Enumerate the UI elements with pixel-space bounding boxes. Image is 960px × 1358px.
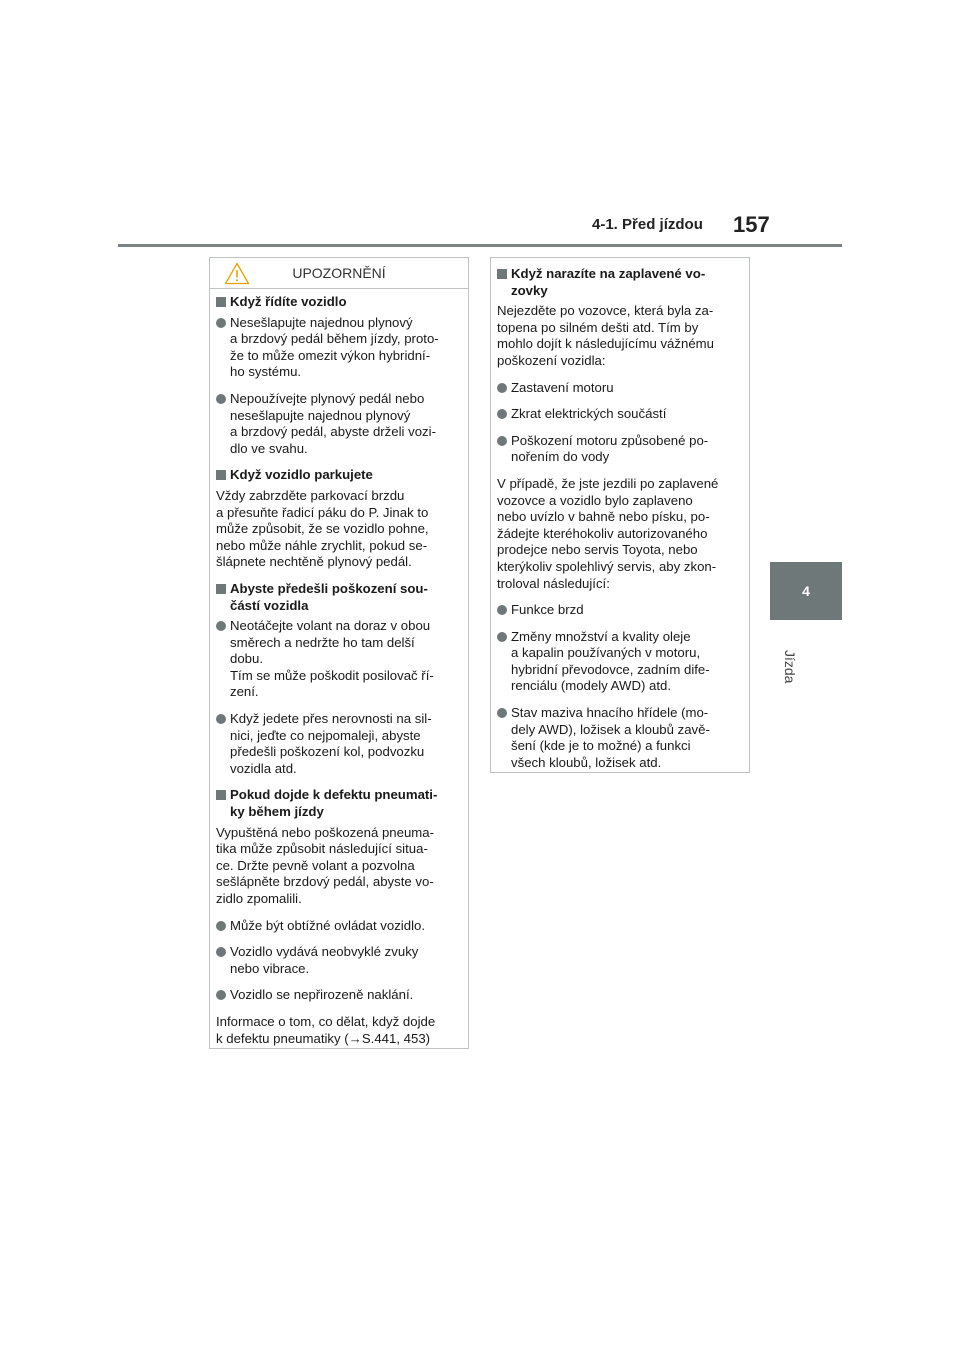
text-line: Tím se může poškodit posilovač ří- <box>230 667 434 683</box>
text-line: poškození vozidla: <box>497 352 606 368</box>
chapter-number: 4 <box>802 583 810 599</box>
text-line: dely AWD), ložisek a kloubů zavě- <box>511 721 710 737</box>
round-bullet-icon <box>216 947 226 957</box>
text-line: Když řídíte vozidlo <box>230 294 347 309</box>
heading-prevent-damage <box>216 581 463 614</box>
heading-parking <box>216 467 463 484</box>
text-line: dobu. <box>230 651 264 667</box>
text-line: Vozidlo se nepřirozeně naklání. <box>230 987 414 1003</box>
text-line: mohlo dojít k následujícímu vážnému <box>497 336 714 352</box>
text-line: předešli poškození kol, podvozku <box>230 744 425 760</box>
text-line: a kapalin používaných v motoru, <box>511 645 701 661</box>
text-line: vozovce a vozidlo bylo zaplaveno <box>497 492 693 508</box>
bullet-item <box>497 406 744 423</box>
square-bullet-icon <box>216 470 226 480</box>
round-bullet-icon <box>216 714 226 724</box>
text-line: zení. <box>230 684 259 700</box>
bullet-item <box>216 711 463 777</box>
text-line: Když vozidlo parkujete <box>230 467 373 483</box>
text-line: Neotáčejte volant na doraz v obou <box>230 618 431 634</box>
heading-flooded-roads <box>497 266 744 299</box>
text-line: tika může způsobit následující situa- <box>216 841 428 857</box>
text-line: že to může omezit výkon hybridní- <box>230 347 431 363</box>
paragraph <box>497 476 744 592</box>
round-bullet-icon <box>216 394 226 404</box>
bullet-item <box>216 315 463 381</box>
round-bullet-icon <box>216 990 226 1000</box>
text-line: hybridní převodovce, zadním dife- <box>511 661 710 677</box>
text-line: Může být obtížné ovládat vozidlo. <box>230 917 425 933</box>
text-line: Zkrat elektrických součástí <box>511 406 667 422</box>
text-line: nebo vibrace. <box>230 960 310 976</box>
text-line: nebo může náhle zrychlit, pokud se- <box>216 537 428 553</box>
text-line: prodejce nebo servis Toyota, nebo <box>497 542 698 558</box>
text-line: a přesuňte řadicí páku do P. Jinak to <box>216 504 429 520</box>
text-line: renciálu (modely AWD) atd. <box>511 678 672 694</box>
text-line: sešlápněte brzdový pedál, abyste vo- <box>216 874 434 890</box>
flooded-road-box <box>490 257 750 773</box>
warning-box <box>209 257 469 1049</box>
warning-header <box>210 258 468 289</box>
text-line: může způsobit, že se vozidlo pohne, <box>216 521 429 537</box>
bullet-item <box>216 944 463 977</box>
round-bullet-icon <box>497 632 507 642</box>
text-line: k defektu pneumatiky (→S.441, 453) <box>216 1030 431 1046</box>
text-line: ho systému. <box>230 364 302 380</box>
heading-tire-defect <box>216 787 463 820</box>
bullet-item <box>497 705 744 771</box>
bullet-item <box>497 380 744 397</box>
text-line: směrech a nedržte ho tam delší <box>230 634 415 650</box>
square-bullet-icon <box>497 269 507 279</box>
section-title: 4-1. Před jízdou <box>592 216 703 233</box>
text-line: Nepoužívejte plynový pedál nebo <box>230 390 425 406</box>
round-bullet-icon <box>497 708 507 718</box>
warning-title: UPOZORNĚNÍ <box>292 265 386 281</box>
text-line: Nesešlapujte najednou plynový <box>230 314 413 330</box>
text-line: Stav maziva hnacího hřídele (mo- <box>511 705 709 721</box>
bullet-item <box>497 433 744 466</box>
text-line: zovky <box>511 282 548 298</box>
paragraph <box>216 825 463 908</box>
page-number: 157 <box>733 212 770 237</box>
text-line: Informace o tom, co dělat, když dojde <box>216 1013 436 1029</box>
chapter-tab <box>770 562 842 620</box>
text-line: Nejezděte po vozovce, která byla za- <box>497 303 714 319</box>
text-line: ce. Držte pevně volant a pozvolna <box>216 857 415 873</box>
text-line: Abyste předešli poškození sou- <box>230 580 428 596</box>
text-line: topena po silném dešti atd. Tím by <box>497 319 699 335</box>
text-line: Vozidlo vydává neobvyklé zvuky <box>230 944 419 960</box>
text-line: Když narazíte na zaplavené vo- <box>511 266 706 281</box>
text-line: Vždy zabrzděte parkovací brzdu <box>216 487 405 503</box>
round-bullet-icon <box>497 383 507 393</box>
text-line: a brzdový pedál během jízdy, proto- <box>230 331 439 347</box>
round-bullet-icon <box>497 409 507 419</box>
text-line: vozidla atd. <box>230 760 297 776</box>
text-line: troloval následující: <box>497 575 610 591</box>
bullet-item <box>497 602 744 619</box>
text-line: ky během jízdy <box>230 804 324 820</box>
header-rule <box>118 244 842 247</box>
text-line: šení (kde je to možné) a funkci <box>511 738 691 754</box>
square-bullet-icon <box>216 584 226 594</box>
text-line: nesešlapujte najednou plynový <box>230 407 411 423</box>
text-line: částí vozidla <box>230 597 309 613</box>
round-bullet-icon <box>216 318 226 328</box>
chapter-label-text: Jízda <box>782 650 798 684</box>
text-line: V případě, že jste jezdili po zaplavené <box>497 475 719 491</box>
text-line: dlo ve svahu. <box>230 440 308 456</box>
text-line: Pokud dojde k defektu pneumati- <box>230 787 438 803</box>
text-line: Zastavení motoru <box>511 379 614 395</box>
square-bullet-icon <box>216 790 226 800</box>
text-line: Funkce brzd <box>511 602 584 618</box>
bullet-item <box>216 618 463 701</box>
bullet-item <box>216 987 463 1004</box>
warning-triangle-icon <box>224 262 250 285</box>
paragraph <box>216 488 463 571</box>
bullet-item <box>216 918 463 935</box>
text-line: nici, jeďte co nejpomaleji, abyste <box>230 727 421 743</box>
text-line: všech kloubů, ložisek atd. <box>511 754 662 770</box>
text-line: kterýkoliv spolehlivý servis, aby zkon- <box>497 558 717 574</box>
text-line: Změny množství a kvality oleje <box>511 628 691 644</box>
text-line: šlápnete nechtěně plynový pedál. <box>216 554 412 570</box>
bullet-item <box>497 629 744 695</box>
round-bullet-icon <box>497 436 507 446</box>
bullet-item <box>216 391 463 457</box>
text-line: Když jedete přes nerovnosti na sil- <box>230 711 432 727</box>
paragraph-page-reference <box>216 1014 463 1047</box>
text-line: Poškození motoru způsobené po- <box>511 432 709 448</box>
round-bullet-icon <box>216 621 226 631</box>
text-line: nebo uvízlo v bahně nebo písku, po- <box>497 509 710 525</box>
paragraph <box>497 303 744 369</box>
heading-driving <box>216 294 463 311</box>
text-line: a brzdový pedál, abyste drželi vozi- <box>230 424 436 440</box>
text-line: zidlo zpomalili. <box>216 891 302 906</box>
round-bullet-icon <box>216 921 226 931</box>
square-bullet-icon <box>216 297 226 307</box>
text-line: žádejte kteréhokoliv autorizovaného <box>497 525 708 541</box>
text-line: nořením do vody <box>511 449 610 465</box>
text-line: Vypuštěná nebo poškozená pneuma- <box>216 824 434 840</box>
round-bullet-icon <box>497 605 507 615</box>
